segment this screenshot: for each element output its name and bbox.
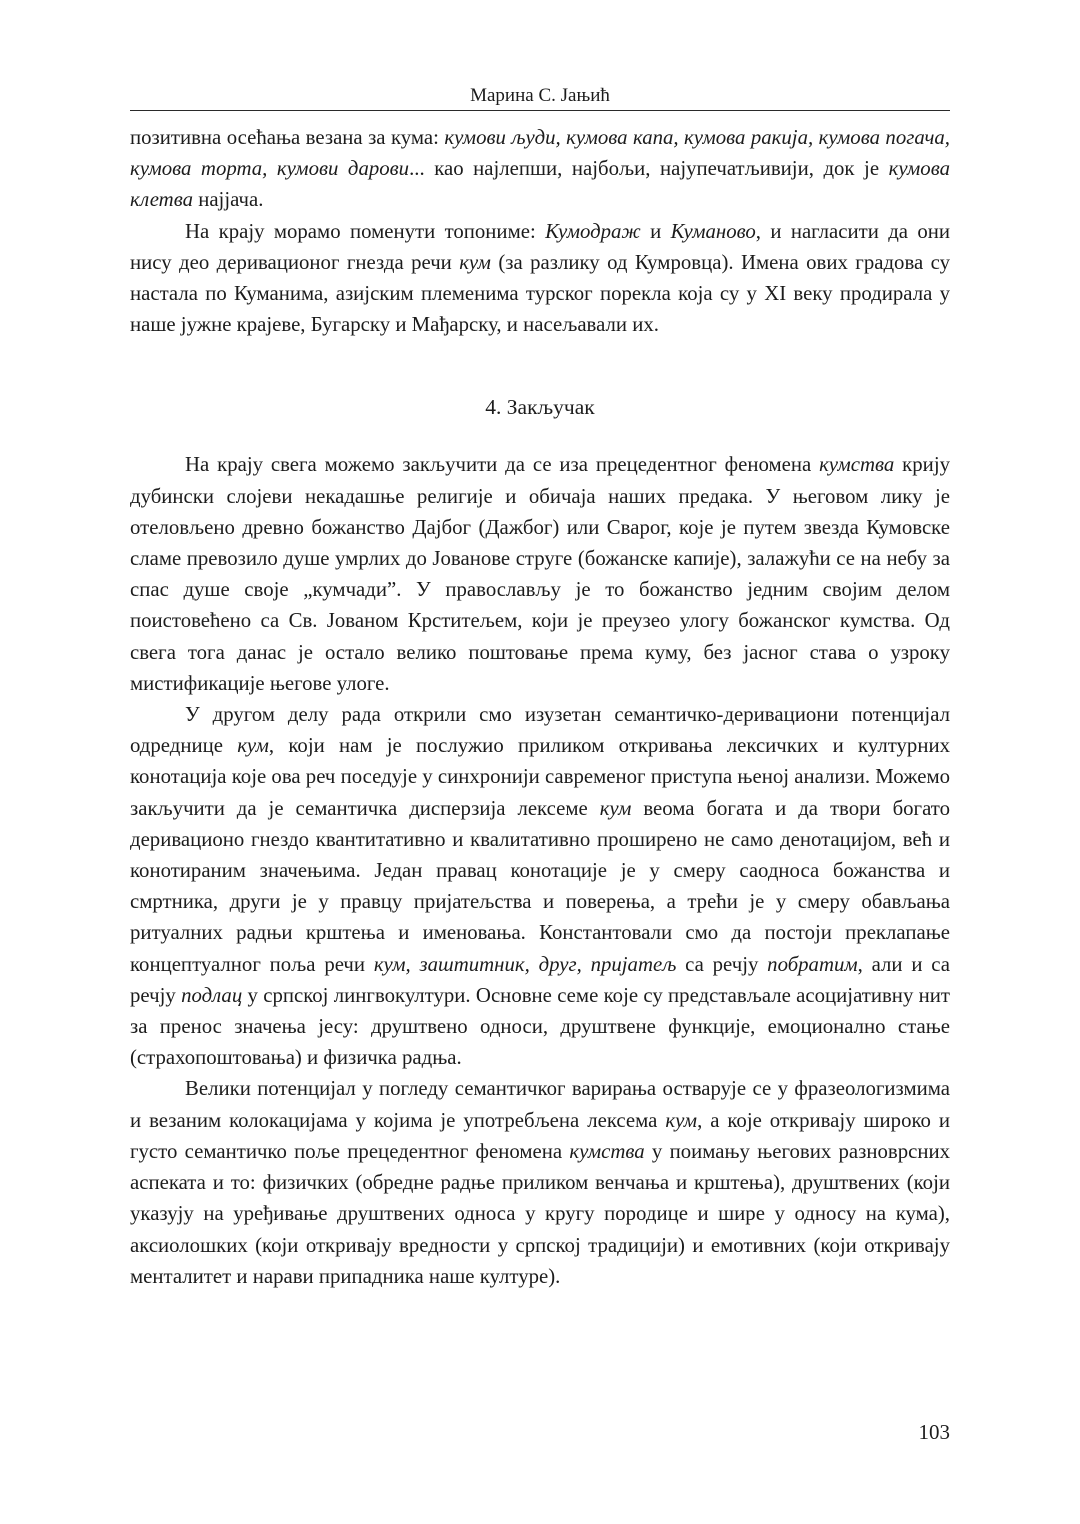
italic-term: Кумодраж [545, 219, 641, 243]
italic-term: Куманово [670, 219, 756, 243]
italic-term: кумови људи, кумова капа, кумова ракија, кумова погача, кумова торта, кумови дарови [130, 126, 950, 181]
text-run: са речју [676, 952, 768, 976]
text-run: најјача. [193, 188, 264, 212]
italic-term: кум [665, 1108, 698, 1132]
paragraph-p4 [130, 699, 950, 1073]
text-run: На крају морамо поменути топониме: [185, 219, 546, 243]
header-rule [130, 110, 950, 111]
text-run: Велики потенцијал у погледу семантичког варирања остварује се у фразеологизмима и везаним колокацијама у којима је употребљена лексема [130, 1077, 950, 1132]
italic-term: подлац [181, 983, 243, 1007]
italic-term: кумства [819, 453, 895, 477]
italic-term: кумства [569, 1139, 645, 1163]
text-run: крију дубински слојеви некадашње религије и обичаја наших предака. У његовом лику је отеловљено древно божанство Дајбог (Дажбог) или Сварог, које је путем звезда Кумовске сламе превозило душе умрлих до Јованове струге (божанске капије), залажући се на небу за спас душе своје „кумчади”. У православљу је то божанство једним својим делом поистовећено са Св. Јованом Крститељем, који је преузео улогу божанског кумства. Од свега тога данас је остало велико поштовање према куму, без јасног става о узроку мистификације његове улоге. [130, 453, 950, 695]
italic-term: кум, заштитник, друг, пријатељ [373, 952, 677, 976]
pre-section-paragraphs [130, 122, 950, 340]
text-run: , али и са речју [130, 952, 950, 1007]
italic-term: кум [459, 250, 491, 274]
text-run: у српској лингвокултури. Основне семе које су представљале асоцијативну нит за пренос значења јесу: друштвено односи, друштвене функције, емоционално стање (страхопоштовања) и физичка радња. [130, 983, 950, 1070]
page-number: 103 [918, 1420, 950, 1444]
text-run: , који нам је послужио приликом откривања лексичких и културних конотација које ова реч поседује у синхронији савременог приступа њеној анализи. Можемо закључити да је семантичка дисперзија лексеме [130, 734, 950, 820]
paragraph-p3 [130, 449, 950, 699]
text-run: У другом делу рада открили смо изузетан семантичко-деривациони потенцијал одреднице [130, 703, 950, 758]
text-run: , а које откривају широко и густо семантичко поље прецедентног феномена [130, 1108, 951, 1163]
italic-term: побратим [767, 952, 858, 976]
italic-term: кум [237, 734, 269, 758]
text-run: у поимању његових разноврсних аспеката и то: физичких (обредне радње приликом венчања и крштења), друштвених (који указују на уређивање друштвених односа у кругу породице и шире у односу на кума), аксиолошких (који откривају вредности у српској традицији) и емотивних (који откривају менталитет и нарави припадника наше културе). [130, 1139, 950, 1288]
italic-term: кумова клетва [130, 157, 950, 212]
running-header: Марина С. Јањић [470, 85, 610, 106]
text-run: и [640, 219, 671, 243]
text-run: , и нагласити да они нису део деривационог гнезда речи [130, 219, 951, 274]
text-run: На крају свега можемо закључити да се иза прецедентног феномена [185, 453, 820, 477]
italic-term: кум [599, 796, 632, 820]
text-run: ... као најлепши, најбољи, најупечатљивији, док је [409, 157, 889, 181]
paragraph-p1 [130, 122, 950, 216]
text-run: веома богата и да твори богато деривационо гнездо квантитативно и квалитативно проширено не само денотацијом, већ и конотираним значењима. Један правац конотације је у смеру саодноса божанства и смртника, други је у правцу пријатељства и поверења, а трећи је у смеру обављања ритуалних радњи крштења и именовања. Константовали смо да постоји преклапање концептуалног поља речи [130, 796, 950, 976]
section-heading: 4. Закључак [485, 395, 595, 420]
body-text [130, 122, 950, 1292]
paragraph-p2 [130, 216, 950, 341]
section-paragraphs [130, 449, 950, 1291]
text-run: (за разлику од Кумровца). Имена ових градова су настала по Куманима, азијским племенима турског порекла која су у XI веку продирала у наше јужне крајеве, Бугарску и Мађарску, и насељавали их. [130, 250, 950, 337]
text-run: позитивна осећања везана за кума: [130, 126, 445, 149]
paragraph-p5 [130, 1073, 950, 1291]
